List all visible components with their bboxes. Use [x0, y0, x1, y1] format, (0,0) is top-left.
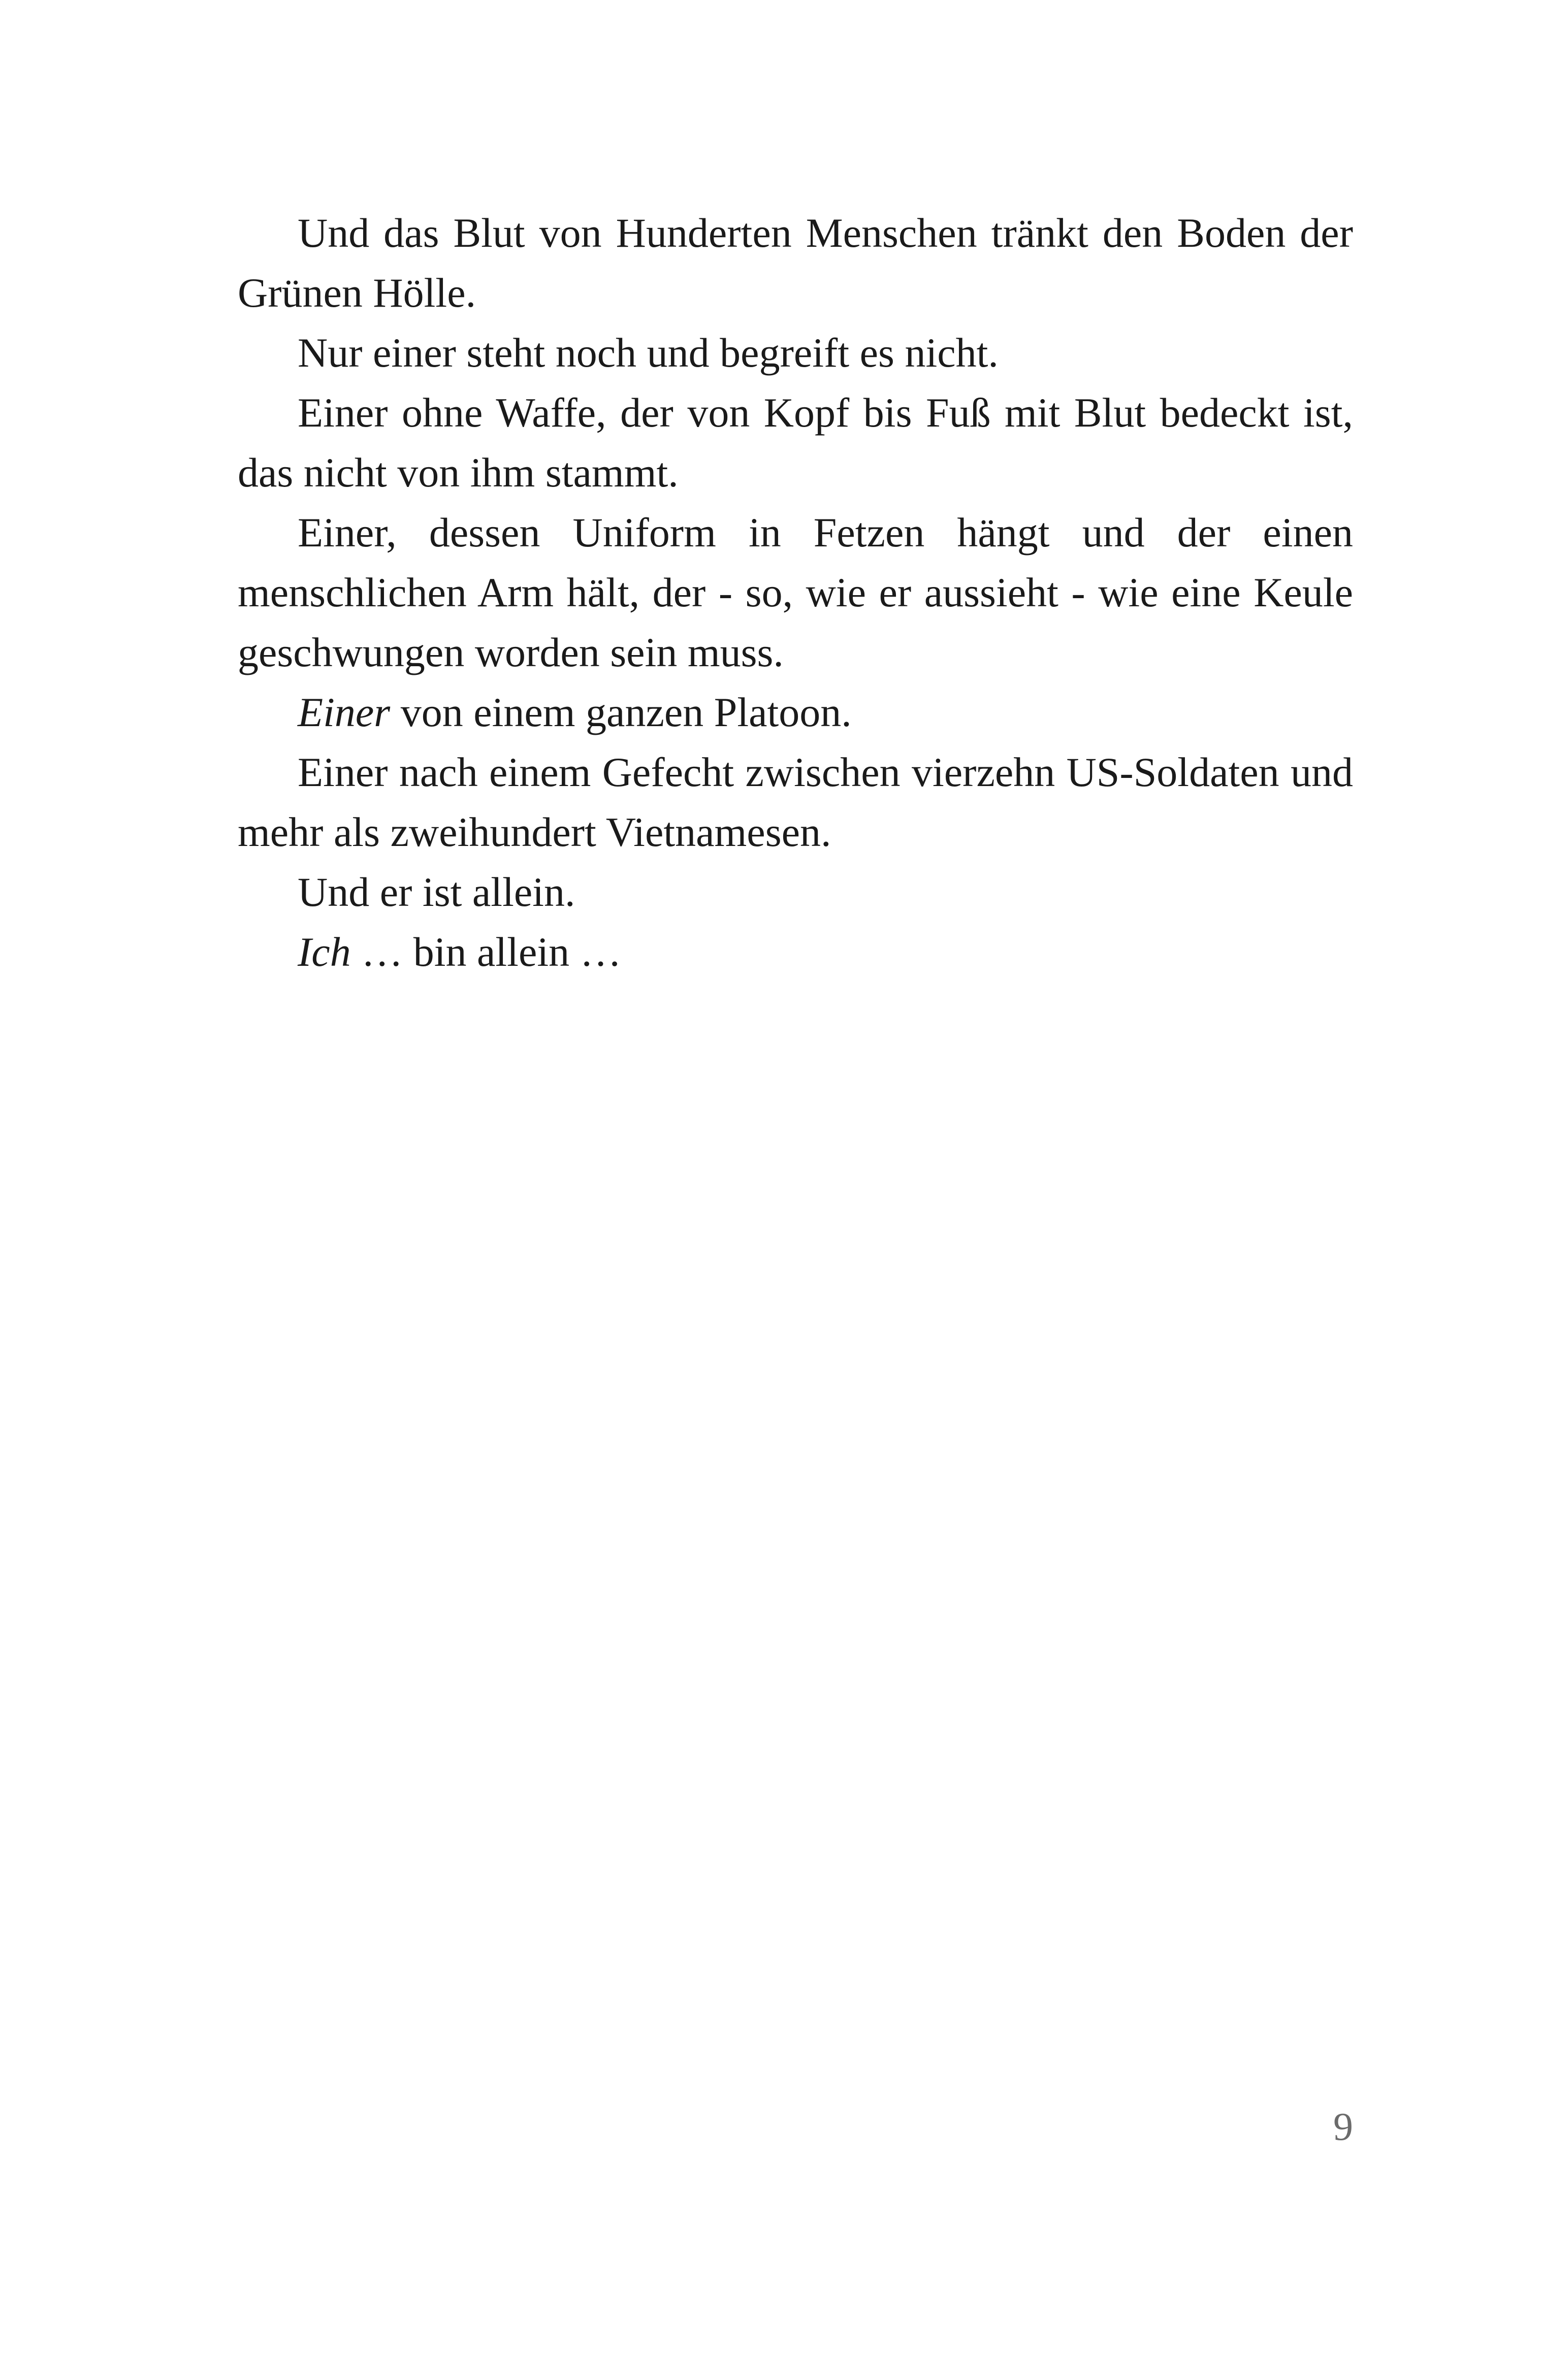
paragraph-2: Nur einer steht noch und begreift es nicht. [298, 330, 999, 376]
paragraph-8 [238, 922, 1353, 982]
paragraph-8-rest: … bin allein … [350, 929, 622, 975]
body-text [238, 203, 1353, 982]
paragraph-3: Einer ohne Waffe, der von Kopf bis Fuß mit Blut bedeckt ist, das nicht von ihm stammt. [238, 389, 1353, 496]
paragraph-7: Und er ist allein. [298, 869, 575, 915]
paragraph-8-emphasis: Ich [298, 929, 351, 975]
paragraph-5 [238, 682, 1353, 742]
paragraph-1: Und das Blut von Hunderten Menschen tränkt den Boden der Grünen Hölle. [238, 210, 1353, 316]
paragraph-6: Einer nach einem Gefecht zwischen vierzehn US-Soldaten und mehr als zweihundert Vietnamesen. [238, 749, 1353, 855]
paragraph-5-emphasis: Einer [298, 689, 391, 735]
page-number: 9 [1333, 2104, 1353, 2148]
paragraph-4: Einer, dessen Uniform in Fetzen hängt und der einen menschlichen Arm hält, der - so, wie er aussieht - wie eine Keule geschwungen worden sein muss. [238, 509, 1353, 675]
paragraph-5-rest: von einem ganzen Platoon. [390, 689, 852, 735]
